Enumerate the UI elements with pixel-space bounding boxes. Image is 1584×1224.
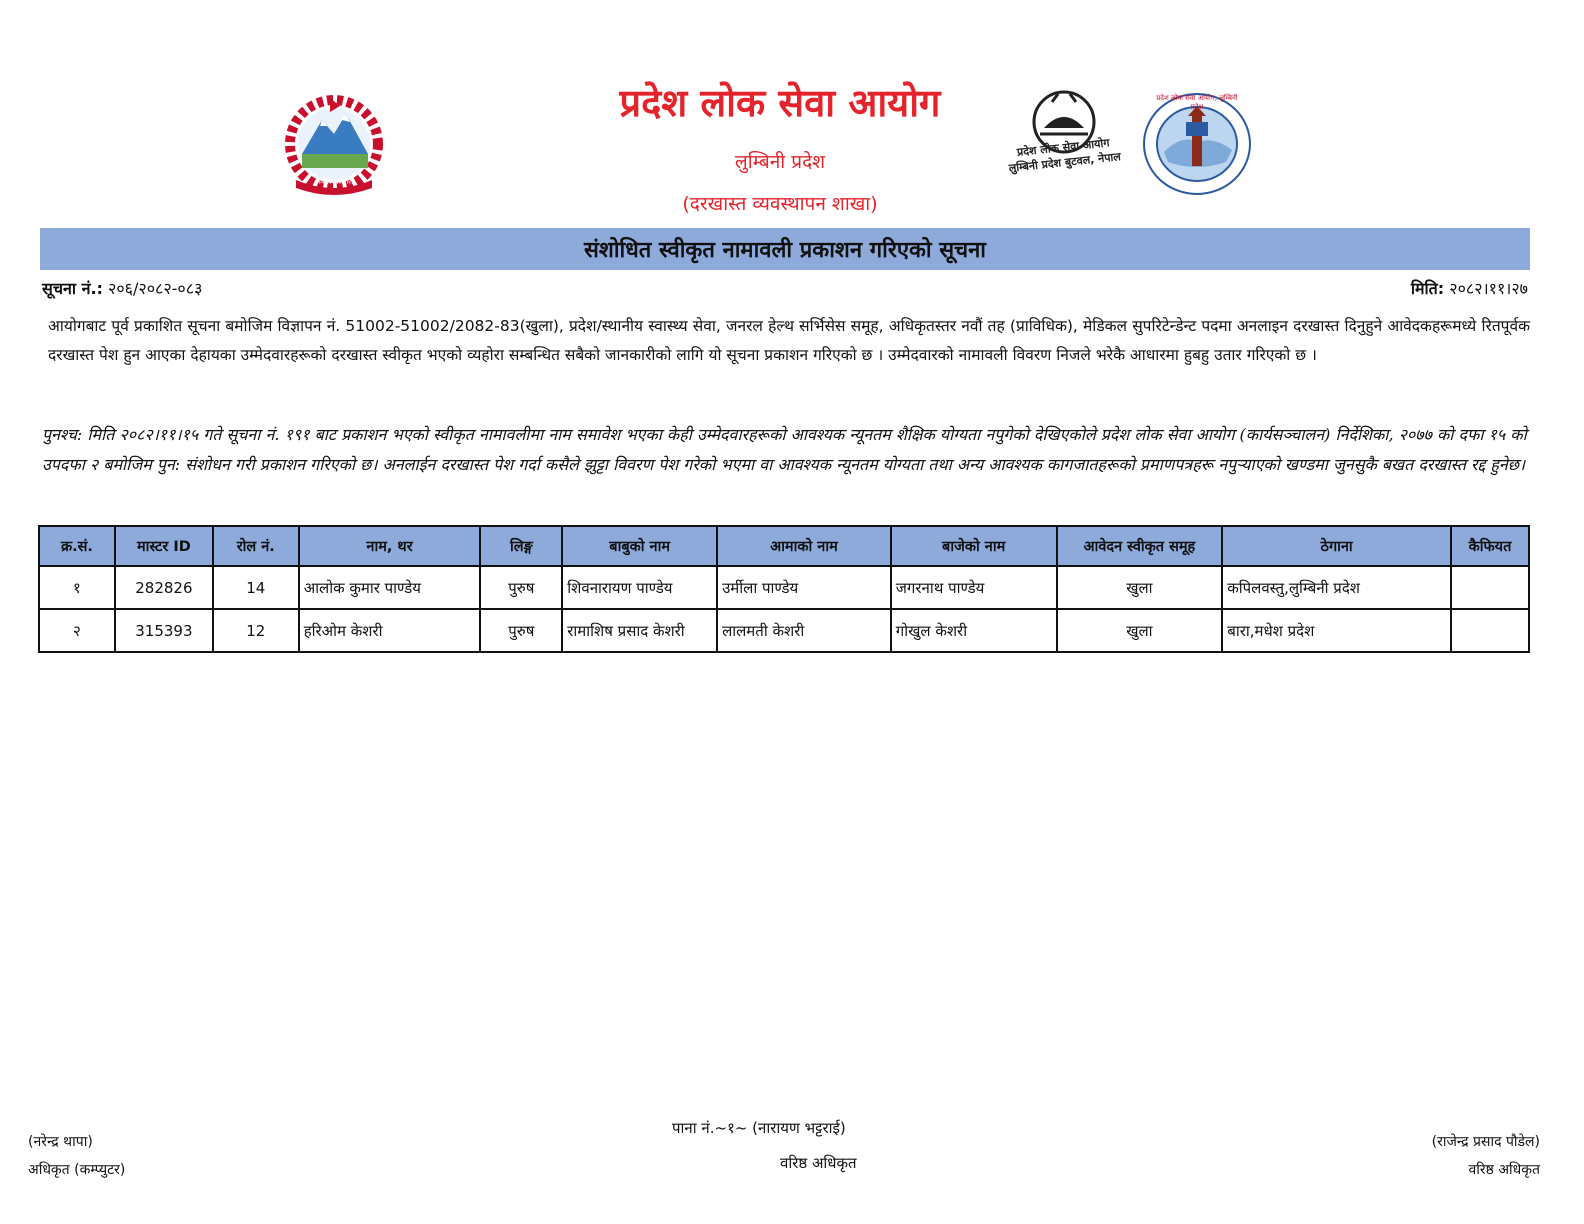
- cell-master-id: 282826: [115, 566, 213, 609]
- notice-number: [42, 277, 202, 299]
- cell-grandfather: जगरनाथ पाण्डेय: [891, 566, 1057, 609]
- notice-paragraph: आयोगबाट पूर्व प्रकाशित सूचना बमोजिम विज्ञापन नं. 51002-51002/2082-83(खुला), प्रदेश/स्थानीय स्वास्थ्य सेवा, जनरल हेल्थ सर्भिसेस समूह, अधिकृतस्तर नवौं तह (प्राविधिक), मेडिकल सुपरिटेन्डेन्ट पदमा अनलाइन दरखास्त दिनुहुने आवेदकहरूमध्ये रितपूर्वक दरखास्त पेश हुन आएका देहायका उम्मेदवारहरूको दरखास्त स्वीकृत भएको व्यहोरा सम्बन्धित सबैको जानकारीको लागि यो सूचना प्रकाशन गरिएको छ । उम्मेदवारको नामावली विवरण निजले भरेकै आधारमा हुबहु उतार गरिएको छ ।: [48, 317, 1530, 364]
- postscript-paragraph: पुनश्च: मिति २०८२।११।१५ गते सूचना नं. १९१ बाट प्रकाशन भएको स्वीकृत नामावलीमा नाम समावेश भएका केही उम्मेदवारहरूको आवश्यक न्यूनतम शैक्षिक योग्यता नपुगेको देखिएकोले प्रदेश लोक सेवा आयोग (कार्यसञ्चालन) निर्देशिका, २०७७ को दफा १५ को उपदफा २ बमोजिम पुन: संशोधन गरी प्रकाशन गरिएको छ। अनलाईन दरखास्त पेश गर्दा कसैले झुट्टा विवरण पेश गरेको भएमा वा आवश्यक न्यूनतम योग्यता तथा अन्य आवश्यक कागजातहरूको प्रमाणपत्रहरू नपुऱ्याएको खण्डमा जुनसुकै बखत दरखास्त रद्द हुनेछ।: [42, 425, 1527, 474]
- cell-gender: पुरुष: [480, 566, 562, 609]
- cell-father: रामाशिष प्रसाद केशरी: [562, 609, 717, 652]
- signature-center-title: वरिष्ठ अधिकृत: [780, 1154, 857, 1172]
- emblem-text: नेपाल सरकार: [316, 178, 352, 186]
- signature-left-name: (नरेन्द्र थापा): [28, 1134, 93, 1150]
- col-header-roll-no: रोल नं.: [213, 526, 299, 566]
- col-header-serial: क्र.सं.: [39, 526, 115, 566]
- province-name: लुम्बिनी प्रदेश: [734, 151, 826, 173]
- table-header-row: [39, 526, 1529, 566]
- signature-right-title: वरिष्ठ अधिकृत: [1468, 1162, 1540, 1178]
- notice-banner-title: संशोधित स्वीकृत नामावली प्रकाशन गरिएको सूचना: [583, 238, 986, 263]
- col-header-remarks: कैफियत: [1451, 526, 1529, 566]
- cell-remarks: [1451, 609, 1529, 652]
- cell-serial: २: [39, 609, 115, 652]
- commission-round-logo: [1142, 92, 1252, 196]
- col-header-mother: आमाको नाम: [717, 526, 891, 566]
- page-title: प्रदेश लोक सेवा आयोग: [619, 81, 941, 125]
- notice-date-label: मिति:: [1410, 279, 1445, 298]
- cell-group: खुला: [1057, 609, 1223, 652]
- cell-mother: लालमती केशरी: [717, 609, 891, 652]
- cell-mother: उर्मीला पाण्डेय: [717, 566, 891, 609]
- cell-father: शिवनारायण पाण्डेय: [562, 566, 717, 609]
- col-header-group: आवेदन स्वीकृत समूह: [1057, 526, 1223, 566]
- cell-roll-no: 12: [213, 609, 299, 652]
- notice-number-label: सूचना नं.:: [42, 279, 103, 298]
- commission-seal: [1000, 88, 1126, 200]
- notice-date-value: २०८२।११।२७: [1449, 279, 1528, 298]
- signature-left-title: अधिकृत (कम्प्युटर): [28, 1162, 126, 1178]
- col-header-master-id: मास्टर ID: [115, 526, 213, 566]
- cell-name: आलोक कुमार पाण्डेय: [299, 566, 481, 609]
- cell-master-id: 315393: [115, 609, 213, 652]
- table-row: [39, 609, 1529, 652]
- notice-banner: [40, 228, 1530, 270]
- page-number-and-signatory: पाना नं.~१~ (नारायण भट्टराई): [672, 1119, 846, 1137]
- cell-grandfather: गोखुल केशरी: [891, 609, 1057, 652]
- notice-number-value: २०६/२०८२-०८३: [108, 279, 203, 298]
- cell-name: हरिओम केशरी: [299, 609, 481, 652]
- cell-address: कपिलवस्तु,लुम्बिनी प्रदेश: [1222, 566, 1451, 609]
- nepal-government-emblem: [272, 92, 396, 200]
- table-row: [39, 566, 1529, 609]
- cell-group: खुला: [1057, 566, 1223, 609]
- seal-text: प्रदेश लोक सेवा आयोग लुम्बिनी प्रदेश बुटवल, नेपाल: [1008, 136, 1122, 175]
- cell-serial: १: [39, 566, 115, 609]
- col-header-name: नाम, थर: [299, 526, 481, 566]
- col-header-gender: लिङ्ग: [480, 526, 562, 566]
- cell-remarks: [1451, 566, 1529, 609]
- col-header-father: बाबुको नाम: [562, 526, 717, 566]
- notice-date: [1411, 277, 1528, 299]
- branch-name: (दरखास्त व्यवस्थापन शाखा): [682, 193, 878, 215]
- col-header-grandfather: बाजेको नाम: [891, 526, 1057, 566]
- round-logo-text: प्रदेश लोक सेवा आयोग, लुम्बिनी प्रदेश: [1156, 94, 1238, 111]
- cell-address: बारा,मधेश प्रदेश: [1222, 609, 1451, 652]
- col-header-address: ठेगाना: [1222, 526, 1451, 566]
- approved-candidates-table: [38, 525, 1530, 653]
- signature-right-name: (राजेन्द्र प्रसाद पौडेल): [1431, 1134, 1540, 1150]
- cell-gender: पुरुष: [480, 609, 562, 652]
- cell-roll-no: 14: [213, 566, 299, 609]
